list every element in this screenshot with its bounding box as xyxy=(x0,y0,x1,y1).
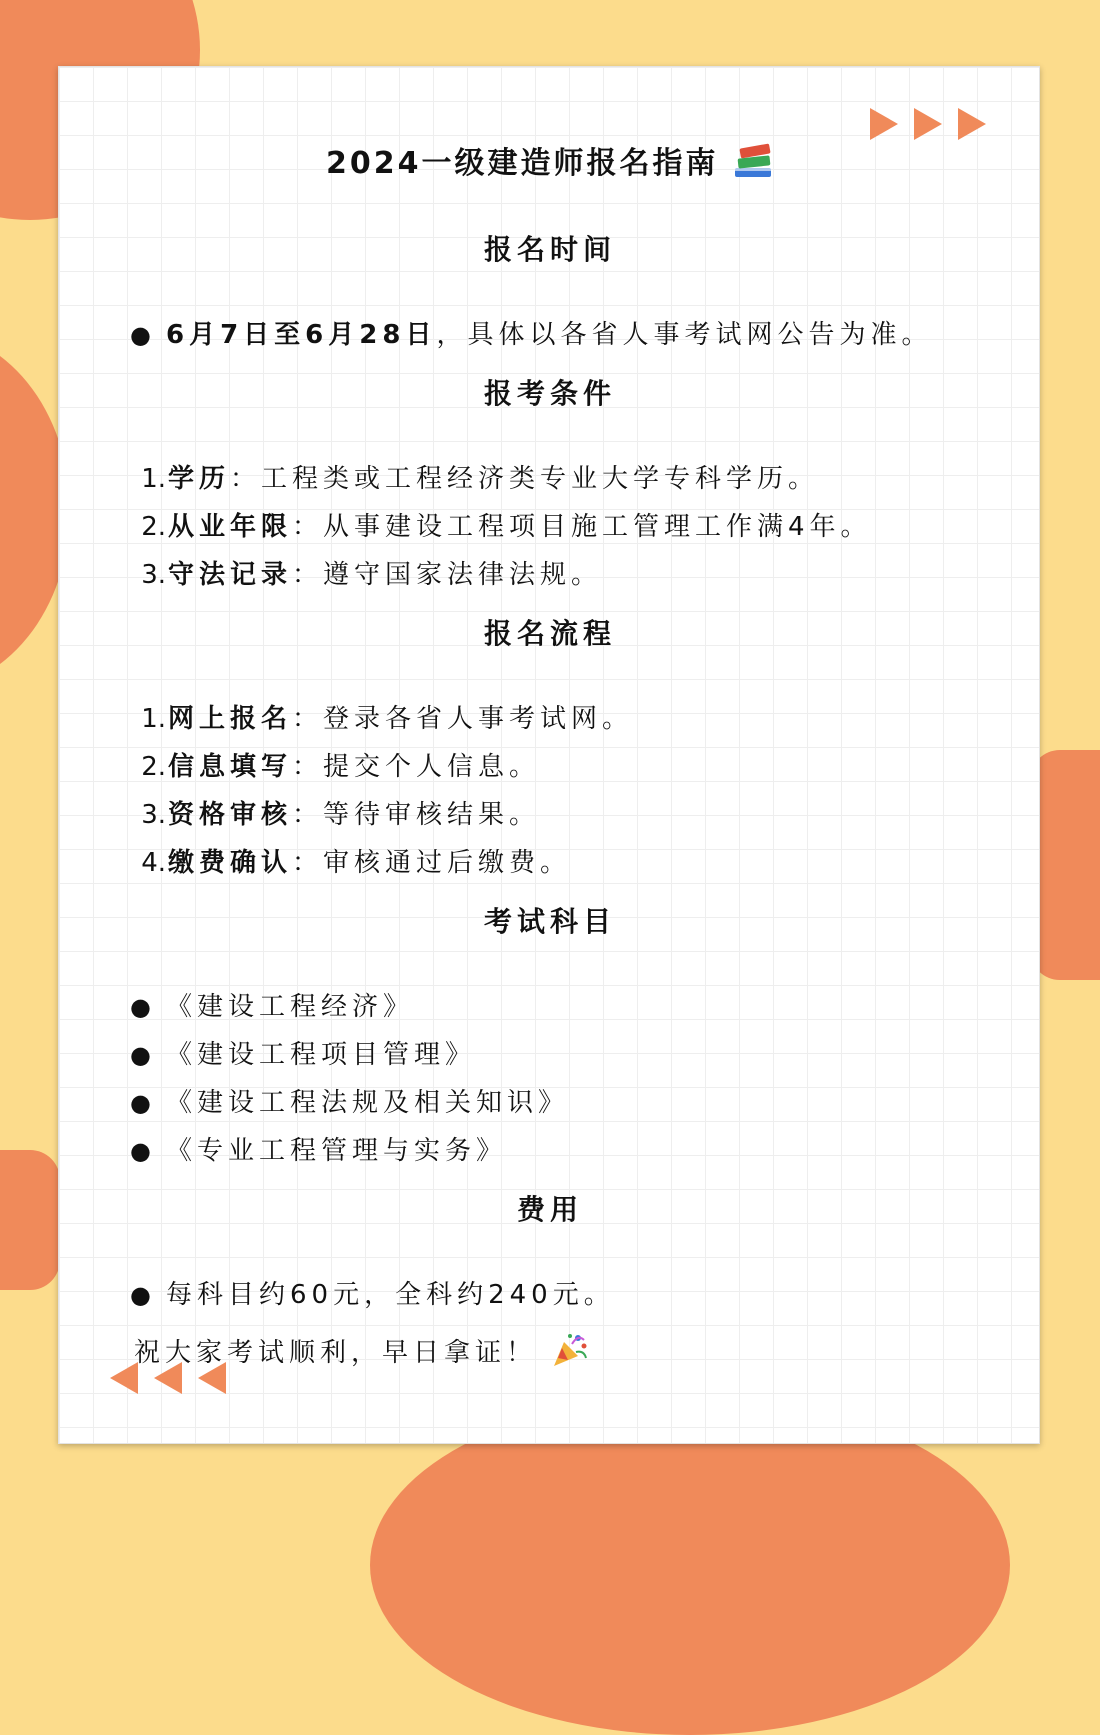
list-item-bold: 从业年限 xyxy=(168,512,293,542)
list-number: 3. xyxy=(141,560,166,590)
decor-arrows-top-right xyxy=(870,108,986,140)
list-item xyxy=(130,314,932,351)
list-item xyxy=(130,746,540,783)
section-heading-fee: 费用 xyxy=(516,1193,583,1226)
list-number: 1. xyxy=(141,704,166,734)
subject-name: 《建设工程法规及相关知识》 xyxy=(166,1088,570,1118)
list-item-bold: 资格审核 xyxy=(168,800,293,830)
list-item-text: ：等待审核结果。 xyxy=(292,800,541,830)
list-item-bold: 信息填写 xyxy=(168,752,293,782)
list-item xyxy=(130,794,540,831)
section-heading-process: 报名流程 xyxy=(483,617,616,650)
bullet: ● xyxy=(130,1137,156,1165)
list-item-text: ：遵守国家法律法规。 xyxy=(292,560,603,590)
list-item-text: ：审核通过后缴费。 xyxy=(292,848,572,878)
arrow-left-icon xyxy=(154,1362,182,1394)
list-number: 2. xyxy=(141,512,166,542)
list-item-bold: 学历 xyxy=(168,464,231,494)
decor-blob-right xyxy=(1030,750,1100,980)
list-item-text: ：提交个人信息。 xyxy=(292,752,541,782)
page-title xyxy=(0,138,1100,188)
subject-name: 《专业工程管理与实务》 xyxy=(166,1136,508,1166)
list-item xyxy=(130,842,571,879)
list-number: 4. xyxy=(141,848,166,878)
list-item-bold: 网上报名 xyxy=(168,704,293,734)
section-heading-conditions: 报考条件 xyxy=(483,377,616,410)
list-item-text: ：登录各省人事考试网。 xyxy=(292,704,634,734)
list-number: 3. xyxy=(141,800,166,830)
list-item-bold: 守法记录 xyxy=(168,560,293,590)
list-item-text: ：从事建设工程项目施工管理工作满4年。 xyxy=(292,512,872,542)
arrow-right-icon xyxy=(914,108,942,140)
arrow-right-icon xyxy=(870,108,898,140)
bullet: ● xyxy=(130,993,156,1021)
list-item-text: ，具体以各省人事考试网公告为准。 xyxy=(436,320,933,350)
list-item xyxy=(130,1130,507,1167)
list-number: 1. xyxy=(141,464,166,494)
list-item xyxy=(130,554,602,591)
list-item xyxy=(130,698,633,735)
list-item-text: ：工程类或工程经济类专业大学专科学历。 xyxy=(230,464,820,494)
list-item xyxy=(130,1082,569,1119)
arrow-right-icon xyxy=(958,108,986,140)
closing-text: 祝大家考试顺利，早日拿证！ xyxy=(134,1338,538,1368)
arrow-left-icon xyxy=(110,1362,138,1394)
list-item xyxy=(130,458,819,495)
list-item xyxy=(130,1274,615,1311)
title-text: 2024一级建造师报名指南 xyxy=(326,146,719,181)
list-item xyxy=(130,506,872,543)
subject-name: 《建设工程经济》 xyxy=(166,992,415,1022)
fee-text: 每科目约60元，全科约240元。 xyxy=(166,1280,615,1310)
subject-name: 《建设工程项目管理》 xyxy=(166,1040,477,1070)
party-popper-icon xyxy=(550,1330,590,1377)
list-item xyxy=(130,1034,476,1071)
bullet: ● xyxy=(130,1281,156,1309)
books-icon xyxy=(732,142,774,188)
decor-arrows-bottom-left xyxy=(110,1362,226,1394)
list-item-bold: 6月7日至6月28日 xyxy=(166,320,437,350)
list-item xyxy=(130,986,414,1023)
section-heading-subjects: 考试科目 xyxy=(483,905,616,938)
decor-blob-bottom xyxy=(370,1395,1010,1735)
list-number: 2. xyxy=(141,752,166,782)
list-item-bold: 缴费确认 xyxy=(168,848,293,878)
section-heading-time: 报名时间 xyxy=(483,233,616,266)
bullet: ● xyxy=(130,321,156,349)
bullet: ● xyxy=(130,1041,156,1069)
bullet: ● xyxy=(130,1089,156,1117)
arrow-left-icon xyxy=(198,1362,226,1394)
